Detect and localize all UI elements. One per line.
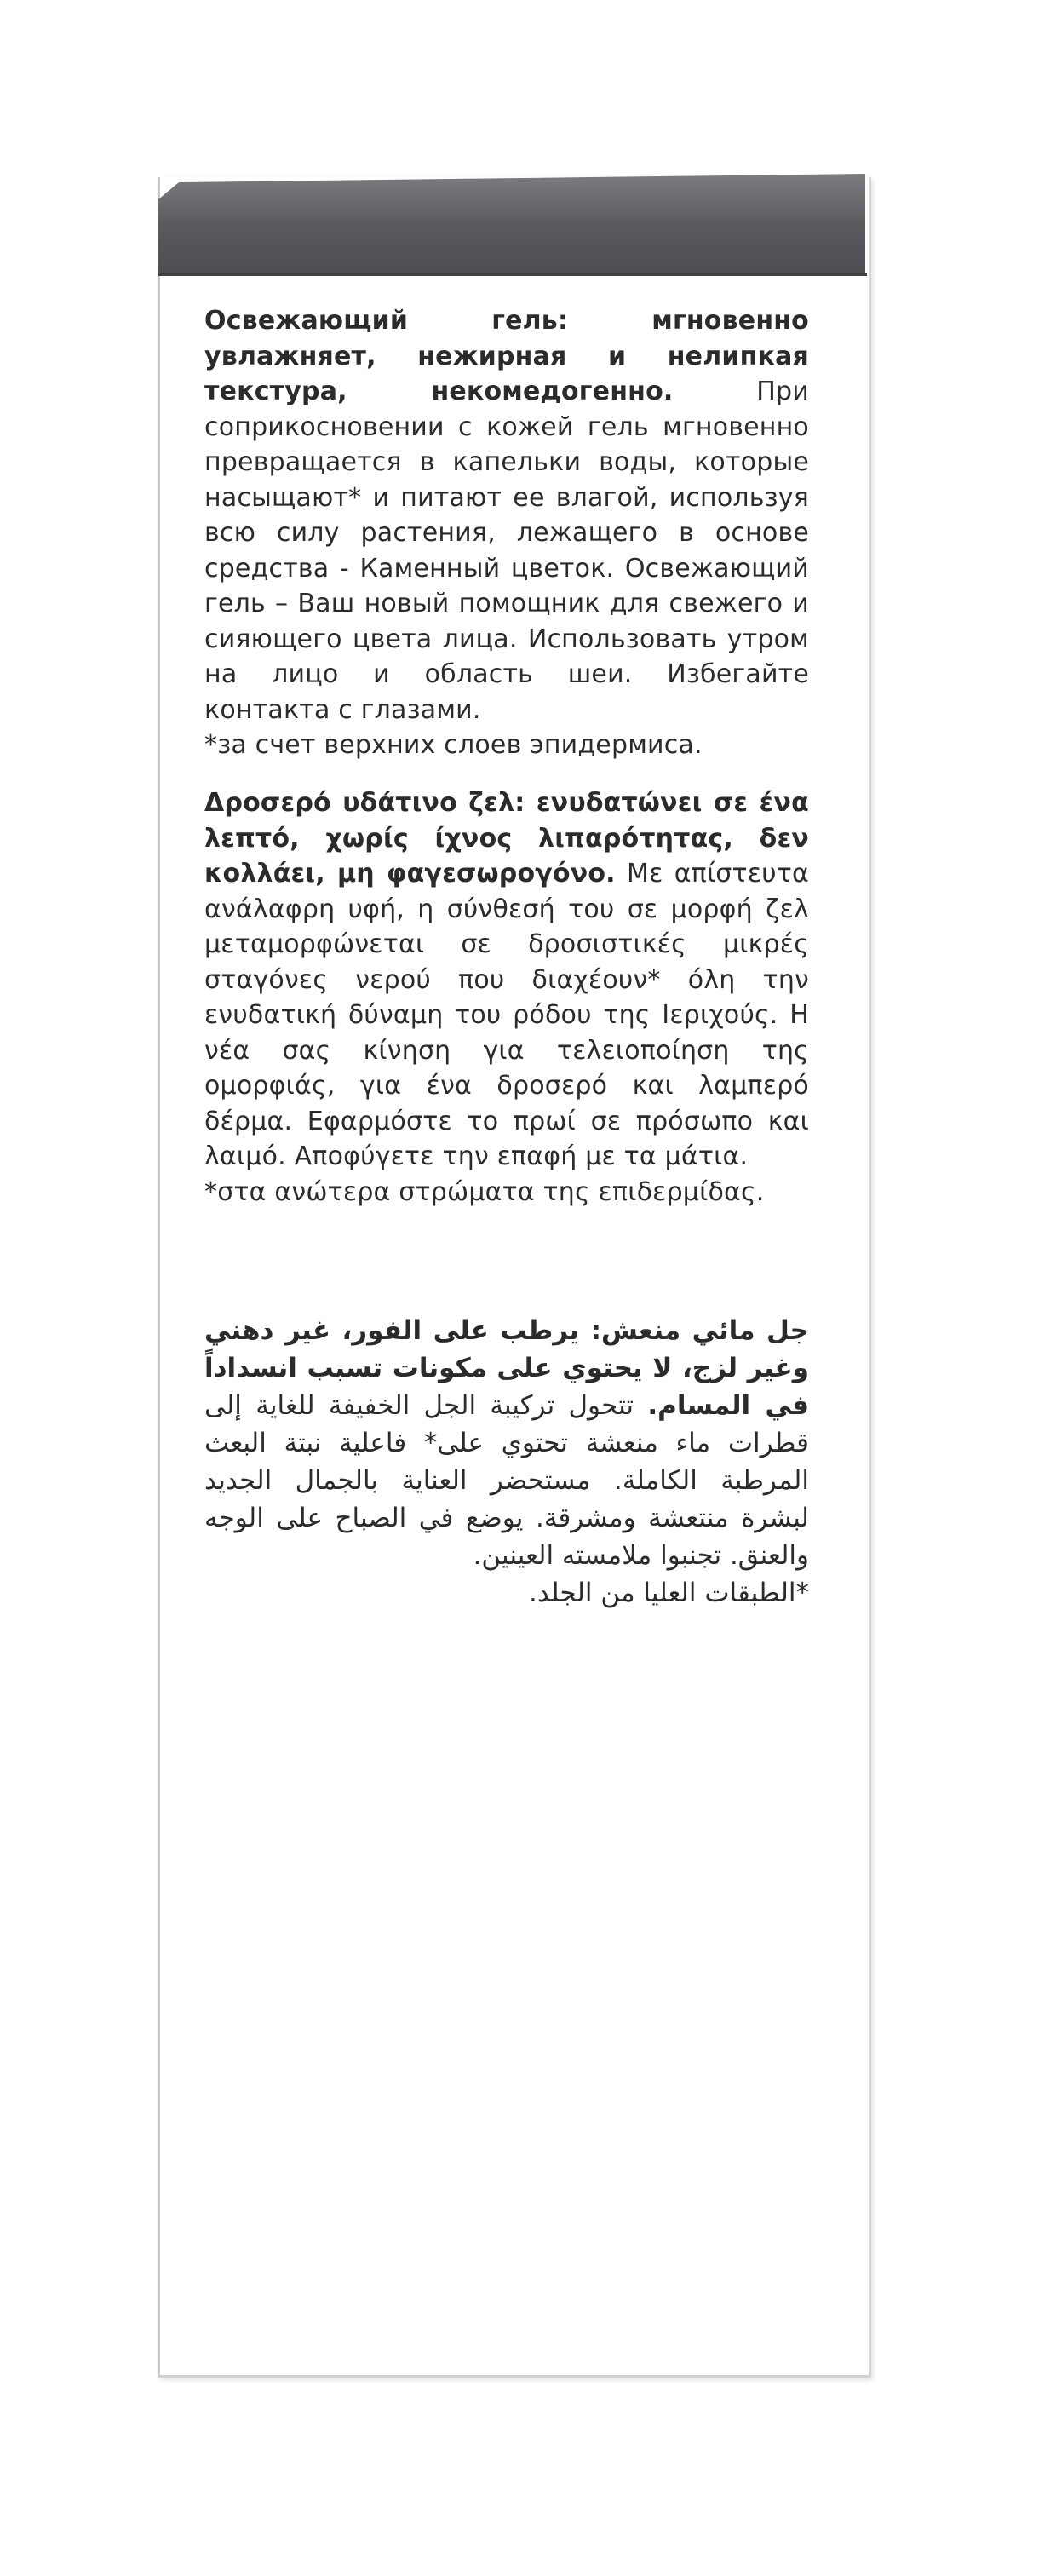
- greek-footnote: *στα ανώτερα στρώματα της επιδερμίδας.: [204, 1176, 765, 1207]
- arabic-lead: جل مائي منعش: يرطب على الفور، غير دهني وغير لزج، لا يحتوي على مكونات تسبب انسداداً في المسام.: [204, 1315, 810, 1421]
- russian-description: [204, 303, 809, 763]
- russian-paragraph: [204, 303, 809, 727]
- arabic-footnote: *الطبقات العليا من الجلد.: [529, 1578, 809, 1608]
- greek-paragraph: [204, 785, 809, 1175]
- arabic-paragraph: [204, 1312, 809, 1574]
- greek-lead: Δροσερό υδάτινο ζελ: ενυδατώνει σε ένα λεπτό, χωρίς ίχνος λιπαρότητας, δεν κολλάει, μη φαγεσωρογόνο.: [204, 788, 809, 888]
- arabic-body: تتحول تركيبة الجل الخفيفة للغاية إلى قطرات ماء منعشة تحتوي على* فاعلية نبتة البعث المرطبة الكاملة. مستحضر العناية بالجمال الجديد لبشرة منتعشة ومشرقة. يوضع في الصباح على الوجه والعنق. تجنبوا ملامسته العينين.: [204, 1390, 809, 1571]
- box-top-flap-edge: [158, 273, 867, 276]
- box-top-flap-sheen: [158, 174, 865, 225]
- arabic-description: [204, 1312, 809, 1612]
- greek-description: [204, 785, 809, 1210]
- greek-body: Με απίστευτα ανάλαφρη υφή, η σύνθεσή του σε μορφή ζελ μεταμορφώνεται σε δροσιστικές μικρές σταγόνες νερού που διαχέουν* όλη την ενυδατική δύναμη του ρόδου της Ιεριχούς. Η νέα σας κίνηση για τελειοποίηση της ομορφιάς, για ένα δροσερό και λαμπερό δέρμα. Εφαρμόστε το πρωί σε πρόσωπο και λαιμό. Αποφύγετε την επαφή με τα μάτια.: [204, 859, 809, 1171]
- russian-footnote: *за счет верхних слоев эпидермиса.: [204, 730, 703, 760]
- russian-lead: Освежающий гель: мгновенно увлажняет, нежирная и нелипкая текстура, некомедогенно.: [204, 306, 809, 406]
- russian-body: При соприкосновении с кожей гель мгновенно превращается в капельки воды, которые насыщают* и питают ее влагой, используя всю силу растения, лежащего в основе средства - Каменный цветок. Освежающий гель – Ваш новый помощник для свежего и сияющего цвета лица. Использовать утром на лицо и область шеи. Избегайте контакта с глазами.: [204, 377, 809, 725]
